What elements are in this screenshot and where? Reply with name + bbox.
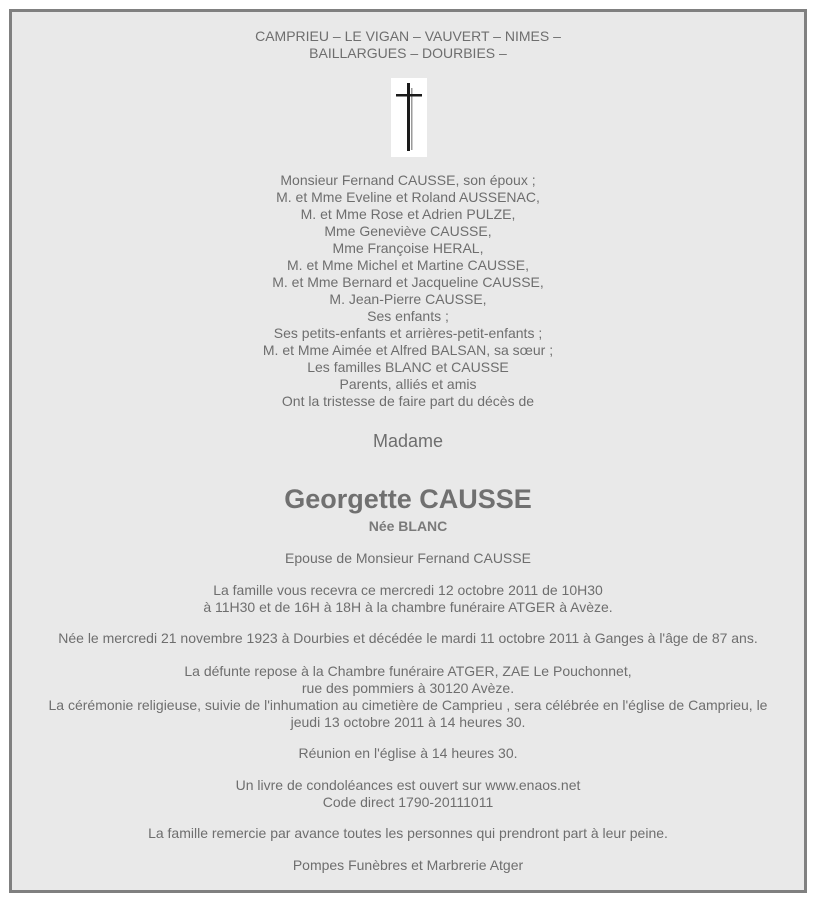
reception-line-2: à 11H30 et de 16H à 18H à la chambre funéraire ATGER à Avèze. <box>203 599 613 615</box>
spouse-line: Epouse de Monsieur Fernand CAUSSE <box>285 550 531 566</box>
deceased-maiden-name: Née BLANC <box>368 518 448 534</box>
condolences-info <box>12 777 804 811</box>
birth-death-line: Née le mercredi 21 novembre 1923 à Dourbies et décédée le mardi 11 octobre 2011 à Ganges à l'âge de 87 ans. <box>58 630 758 646</box>
family-line: M. Jean-Pierre CAUSSE, <box>329 291 487 307</box>
ceremony-line-2: rue des pommiers à 30120 Avèze. <box>301 680 515 696</box>
header-towns <box>12 28 804 62</box>
latin-cross-icon <box>391 78 427 157</box>
family-line: Monsieur Fernand CAUSSE, son époux ; <box>280 172 536 188</box>
condolences-line-2: Code direct 1790-20111011 <box>322 794 494 810</box>
family-line: Parents, alliés et amis <box>339 376 477 392</box>
reception-info <box>12 582 804 616</box>
family-line: Mme Françoise HERAL, <box>332 240 484 256</box>
family-line: M. et Mme Aimée et Alfred BALSAN, sa sœur ; <box>262 342 554 358</box>
ceremony-line-3: La cérémonie religieuse, suivie de l'inhumation au cimetière de Camprieu , sera célébrée en l'église de Camprieu, le <box>48 697 768 713</box>
header-line-1: CAMPRIEU – LE VIGAN – VAUVERT – NIMES – <box>255 28 561 44</box>
family-line: M. et Mme Eveline et Roland AUSSENAC, <box>276 189 540 205</box>
funeral-home: Pompes Funèbres et Marbrerie Atger <box>292 857 524 873</box>
family-line: Les familles BLANC et CAUSSE <box>307 359 509 375</box>
reception-line-1: La famille vous recevra ce mercredi 12 octobre 2011 de 10H30 <box>213 582 603 598</box>
ceremony-line-4: jeudi 13 octobre 2011 à 14 heures 30. <box>290 714 526 730</box>
deceased-title: Madame <box>372 431 444 451</box>
reunion-line: Réunion en l'église à 14 heures 30. <box>298 745 518 761</box>
family-line: Ses enfants ; <box>367 308 449 324</box>
thanks-line: La famille remercie par avance toutes les personnes qui prendront part à leur peine. <box>148 825 668 841</box>
header-line-2: BAILLARGUES – DOURBIES – <box>309 45 507 61</box>
family-line: M. et Mme Rose et Adrien PULZE, <box>300 206 516 222</box>
family-list <box>12 172 804 410</box>
obituary-notice <box>9 9 807 893</box>
family-line: M. et Mme Bernard et Jacqueline CAUSSE, <box>272 274 544 290</box>
family-line: Ont la tristesse de faire part du décès de <box>281 393 535 409</box>
family-line: Mme Geneviève CAUSSE, <box>324 223 492 239</box>
family-line: Ses petits-enfants et arrières-petit-enfants ; <box>273 325 543 341</box>
deceased-name: Georgette CAUSSE <box>284 484 532 514</box>
ceremony-line-1: La défunte repose à la Chambre funéraire ATGER, ZAE Le Pouchonnet, <box>184 663 632 679</box>
condolences-line-1: Un livre de condoléances est ouvert sur www.enaos.net <box>235 777 581 793</box>
ceremony-info <box>12 663 804 731</box>
family-line: M. et Mme Michel et Martine CAUSSE, <box>287 257 529 273</box>
